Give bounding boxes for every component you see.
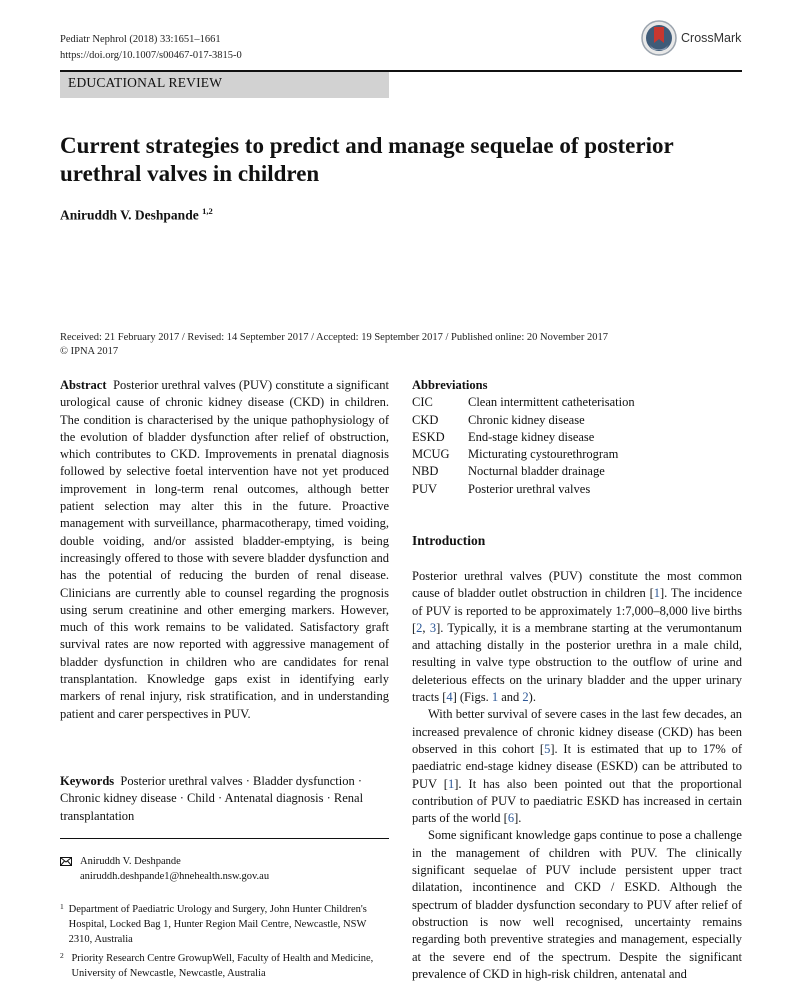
abbreviation-value: End-stage kidney disease bbox=[468, 429, 595, 444]
correspondence-email[interactable]: aniruddh.deshpande1@hnehealth.nsw.gov.au bbox=[80, 871, 270, 882]
affiliation-item bbox=[60, 951, 389, 981]
correspondence bbox=[60, 854, 389, 884]
affiliation-number: 1 bbox=[60, 902, 64, 911]
text-run: ]. It is estimated that up to 17% of paediatric end-stage kidney disease (ESKD) can be attributed to PUV [ bbox=[412, 741, 742, 791]
text-run: ] (Figs. bbox=[452, 690, 492, 705]
abbreviation-row bbox=[412, 481, 742, 498]
introduction-heading: Introduction bbox=[412, 533, 486, 548]
text-run: With better survival of severe cases in the last few decades, an increased prevalence of chronic kidney disease (CKD) has been observed in this cohort [ bbox=[412, 707, 742, 756]
abbreviation-key: PUV bbox=[412, 481, 438, 496]
abbreviation-value: Nocturnal bladder drainage bbox=[468, 464, 605, 479]
copyright-notice: © IPNA 2017 bbox=[60, 346, 119, 357]
correspondence-name: Aniruddh V. Deshpande bbox=[80, 856, 181, 867]
article-title bbox=[60, 132, 750, 188]
author-line bbox=[60, 206, 213, 224]
journal-header bbox=[60, 32, 242, 64]
history-dates: Received: 21 February 2017 / Revised: 14 September 2017 / Accepted: 19 September 2017 / Published online: 20 November 2017 bbox=[60, 332, 608, 343]
text-run: ]. Typically, it is a membrane starting at the verumontanum and attaching distally in the posterior urethra in a male child, resulting in valve type obstruction to the outflow of urine and deleterious effects on the urinary bladder and the upper urinary tracts [ bbox=[412, 620, 743, 705]
abbreviation-row bbox=[412, 463, 742, 480]
citation-link[interactable]: 3 bbox=[429, 620, 437, 635]
abbreviations bbox=[412, 377, 742, 498]
abbreviation-key: MCUG bbox=[412, 447, 450, 462]
text-run: Posterior urethral valves (PUV) constitute the most common cause of bladder outlet obstruction in children [ bbox=[412, 569, 742, 601]
abbreviation-key: CIC bbox=[412, 395, 433, 410]
abbreviations-heading: Abbreviations bbox=[412, 378, 488, 392]
crossmark-badge[interactable] bbox=[641, 20, 741, 56]
figure-link[interactable]: 1 bbox=[491, 690, 499, 705]
citation-link[interactable]: 1 bbox=[447, 776, 455, 791]
abstract bbox=[60, 377, 389, 723]
text-run: ]. The incidence of PUV is reported to be approximately 1:7,000–8,000 live births [ bbox=[412, 586, 742, 635]
text-run: and bbox=[498, 690, 523, 705]
abbreviation-row bbox=[412, 394, 742, 411]
author-name[interactable]: Aniruddh V. Deshpande bbox=[60, 207, 199, 223]
abbreviation-value: Micturating cystourethrogram bbox=[468, 447, 619, 462]
abstract-label: Abstract bbox=[60, 378, 107, 392]
abbreviation-value: Chronic kidney disease bbox=[468, 412, 585, 427]
crossmark-icon bbox=[641, 20, 677, 56]
figure-link[interactable]: 2 bbox=[522, 690, 529, 705]
text-run: , bbox=[422, 620, 430, 635]
abbreviation-key: NBD bbox=[412, 464, 439, 479]
journal-citation: Pediatr Nephrol (2018) 33:1651–1661 bbox=[60, 34, 221, 45]
abbreviation-value: Clean intermittent catheterisation bbox=[468, 395, 635, 410]
affiliations bbox=[60, 902, 389, 985]
text-run: ]. It has also been pointed out that the proportional contribution of PUV to paediatric ESKD has increased in certain parts of the world [ bbox=[412, 776, 742, 826]
text-run: ]. bbox=[514, 811, 522, 826]
keywords-text: Posterior urethral valves · Bladder dysfunction · Chronic kidney disease · Child · Antenatal diagnosis · Renal transplantation bbox=[60, 774, 364, 823]
affiliation-number: 2 bbox=[60, 951, 64, 960]
abbreviation-row bbox=[412, 446, 742, 463]
affiliation-text: Department of Paediatric Urology and Surgery, John Hunter Children's Hospital, Locked Bag 1, Hunter Region Mail Centre, Newcastle, NSW 2310, Australia bbox=[68, 904, 367, 945]
text-run: ). bbox=[528, 690, 536, 705]
intro-paragraph-3: Some significant knowledge gaps continue to pose a challenge in the management of children with PUV. The clinically significant sequelae of PUV include persistent upper tract dilatation, incontinence and CKD / ESKD. Although the spectrum of bladder dysfunction secondary to PUV after relief of obstruction is now well recognised, uncertainty remains regarding both preventive strategies and management, especially at the severe end of the spectrum. Despite the significant prevalence of CKD in high-risk children, antenatal and bbox=[412, 828, 742, 981]
citation-link[interactable]: 2 bbox=[416, 620, 423, 635]
abbreviation-row bbox=[412, 429, 742, 446]
citation-link[interactable]: 5 bbox=[544, 741, 551, 756]
article-type-label: EDUCATIONAL REVIEW bbox=[68, 75, 223, 90]
keywords-label: Keywords bbox=[60, 774, 115, 788]
title-line-1: Current strategies to predict and manage sequelae of posterior bbox=[60, 133, 674, 158]
abstract-text: Posterior urethral valves (PUV) constitute a significant urological cause of chronic kidney disease (CKD) in children. The condition is characterised by the unique pathophysiology of the evolution of bladder dysfunction after relief of obstruction, which contributes to CKD. Improvements in prenatal diagnosis followed by selective foetal intervention have not yet produced improvement in long-term renal outcomes, although better patient selection may alter this in the future. Proactive management with surveillance, pharmacotherapy, timed voiding, double voiding, and/or assisted bladder-emptying, is being increasingly offered to those with severe bladder dysfunction and has the potential of reducing the burden of renal disease. Clinicians are currently able to counsel regarding the prognosis using serum creatinine and other emerging markers. However, much of this work remains to be validated. Satisfactory graft survival rates are now reported with aggressive management of bladder dysfunction in children who are candidates for renal transplantation. Knowledge gaps exist in identifying early markers of renal injury, risk stratification, and in understanding patient and carer perspectives in PUV. bbox=[60, 378, 389, 721]
footnote-divider bbox=[60, 838, 389, 839]
doi-link[interactable]: https://doi.org/10.1007/s00467-017-3815-0 bbox=[60, 50, 242, 61]
article-history bbox=[60, 331, 608, 359]
introduction-body bbox=[412, 568, 742, 983]
crossmark-label: CrossMark bbox=[681, 31, 742, 45]
title-line-2: urethral valves in children bbox=[60, 161, 320, 186]
abbreviation-value: Posterior urethral valves bbox=[468, 481, 591, 496]
abbreviation-row bbox=[412, 412, 742, 429]
intro-paragraph-1 bbox=[412, 568, 742, 706]
abbreviation-key: ESKD bbox=[412, 429, 445, 444]
author-affiliation-marks: 1,2 bbox=[202, 206, 213, 216]
envelope-icon bbox=[60, 854, 74, 884]
citation-link[interactable]: 4 bbox=[446, 690, 453, 705]
affiliation-text: Priority Research Centre GrowupWell, Faculty of Health and Medicine, University of Newcastle, Newcastle, Australia bbox=[71, 953, 374, 979]
keywords bbox=[60, 773, 389, 825]
affiliation-item bbox=[60, 902, 389, 947]
intro-paragraph-2 bbox=[412, 706, 742, 827]
citation-link[interactable]: 1 bbox=[653, 586, 661, 601]
citation-link[interactable]: 6 bbox=[507, 811, 515, 826]
abbreviation-key: CKD bbox=[412, 412, 439, 427]
